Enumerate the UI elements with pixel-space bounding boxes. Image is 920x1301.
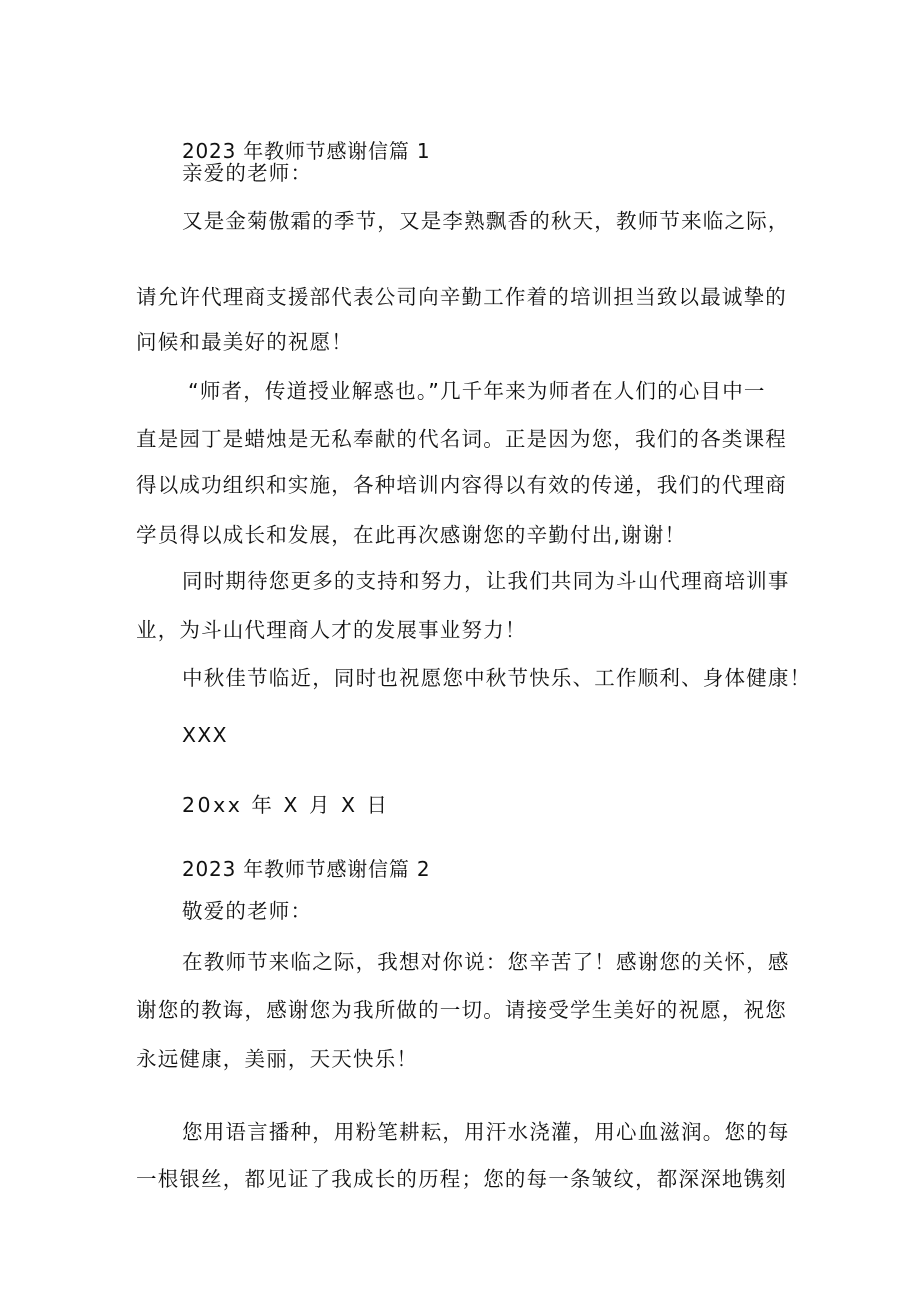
letter2-p1-line3: 永远健康，美丽，天天快乐！ bbox=[136, 1047, 419, 1071]
letter2-p1-line2: 谢您的教诲，感谢您为我所做的一切。请接受学生美好的祝愿，祝您 bbox=[136, 998, 787, 1022]
letter1-p2-line3: 得以成功组织和实施，各种培训内容得以有效的传递，我们的代理商 bbox=[136, 473, 787, 497]
letter1-p1-line1: 又是金菊傲霜的季节，又是李熟飘香的秋天，教师节来临之际， bbox=[182, 209, 790, 233]
letter1-p3-line1: 同时期待您更多的支持和努力，让我们共同为斗山代理商培训事 bbox=[182, 569, 790, 593]
letter1-p1-line3: 问候和最美好的祝愿！ bbox=[136, 330, 353, 354]
letter2-p2-line2: 一根银丝，都见证了我成长的历程；您的每一条皱纹，都深深地镌刻 bbox=[136, 1167, 787, 1191]
letter2-title: 2023 年教师节感谢信篇 2 bbox=[182, 857, 431, 881]
letter1-p3-line2: 业，为斗山代理商人才的发展事业努力！ bbox=[136, 618, 527, 642]
letter1-p2-line4: 学员得以成长和发展，在此再次感谢您的辛勤付出,谢谢！ bbox=[136, 523, 687, 547]
letter2-p1-line1: 在教师节来临之际，我想对你说：您辛苦了！感谢您的关怀，感 bbox=[182, 950, 790, 974]
letter1-p2-line2: 直是园丁是蜡烛是无私奉献的代名词。正是因为您，我们的各类课程 bbox=[136, 427, 787, 451]
letter1-p4: 中秋佳节临近，同时也祝愿您中秋节快乐、工作顺利、身体健康！ bbox=[182, 666, 812, 690]
letter1-signature: XXX bbox=[182, 723, 228, 747]
letter2-p2-line1: 您用语言播种，用粉笔耕耘，用汗水浇灌，用心血滋润。您的每 bbox=[182, 1120, 790, 1144]
letter1-p1-line2: 请允许代理商支援部代表公司向辛勤工作着的培训担当致以最诚挚的 bbox=[136, 285, 787, 309]
letter2-greeting: 敬爱的老师： bbox=[182, 899, 313, 923]
letter1-p2-line1: “师者，传道授业解惑也。”几千年来为师者在人们的心目中一 bbox=[188, 379, 766, 403]
letter1-date: 20xx 年 X 月 X 日 bbox=[182, 793, 390, 817]
letter1-title: 2023 年教师节感谢信篇 1 bbox=[182, 139, 431, 163]
letter1-greeting: 亲爱的老师： bbox=[182, 161, 313, 185]
